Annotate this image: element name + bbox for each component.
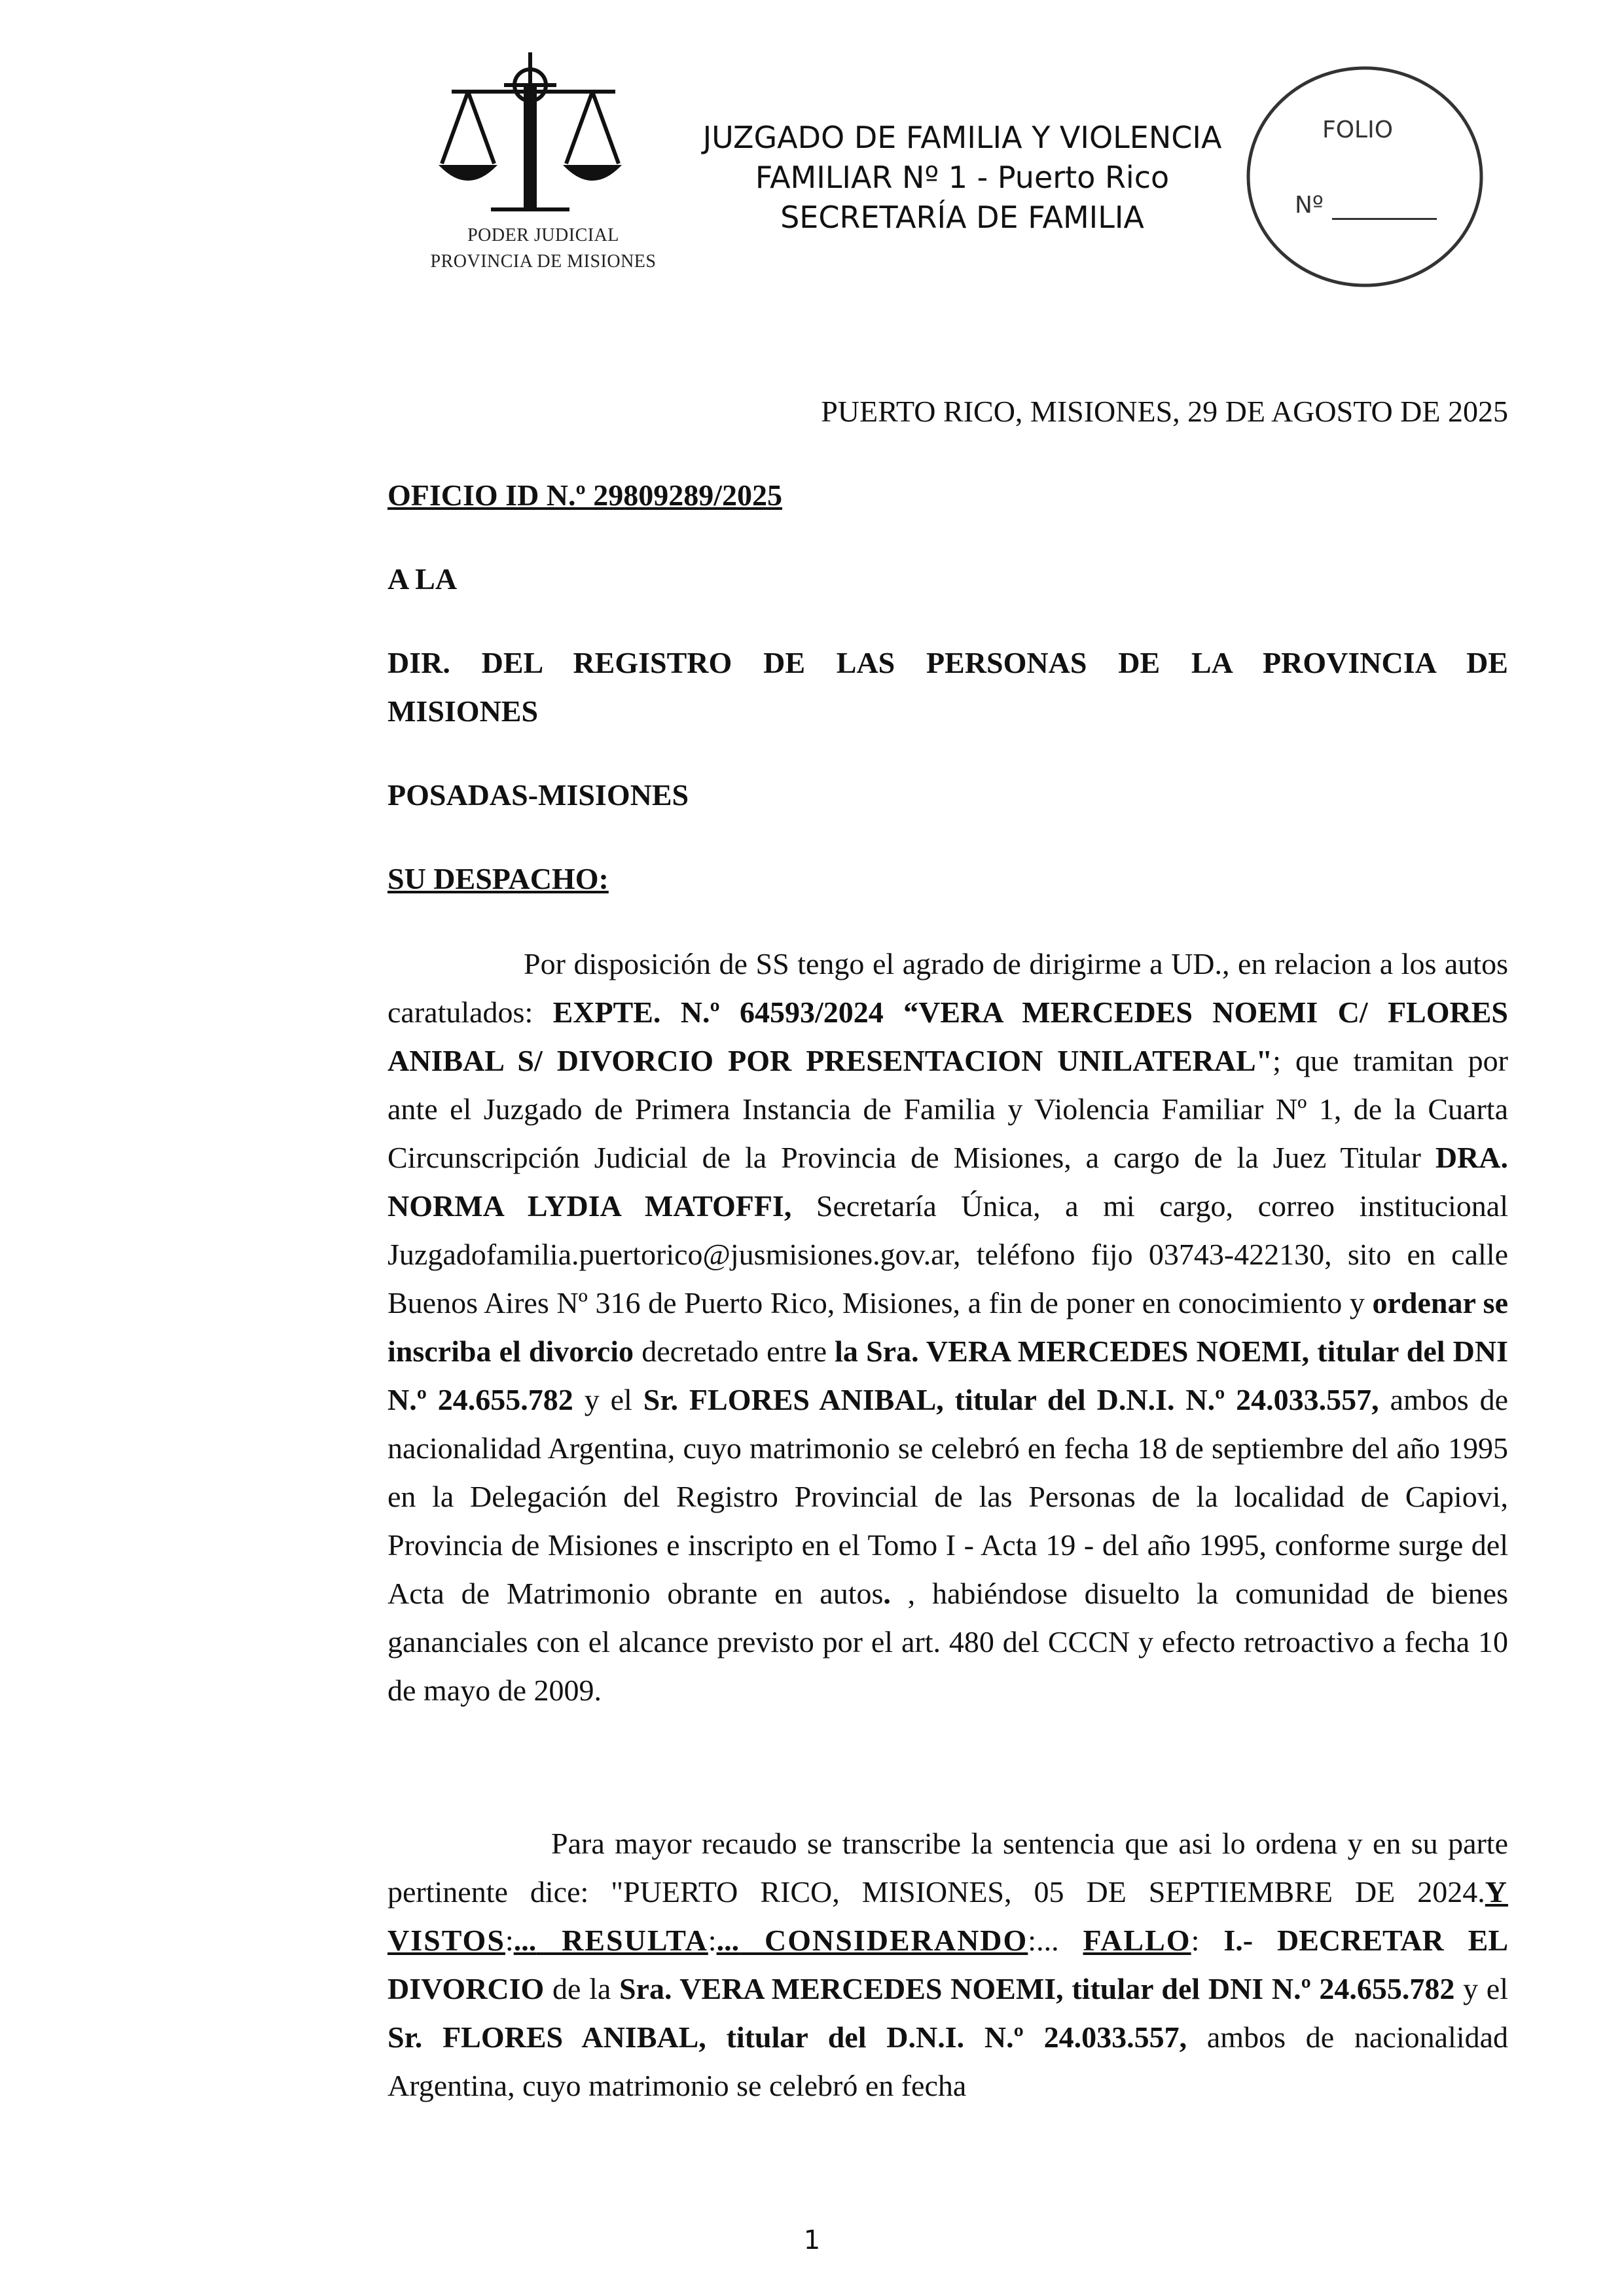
p1-text: Secretaría Única, a mi cargo, correo institucional Juzgadofamilia.puertorico@jusmisiones.gov.ar, teléfono fijo 03743-422130, sito en calle Buenos Aires Nº 316 de Puerto Rico, Misiones, a fin de poner en conocimiento y <box>388 1189 1508 1319</box>
p2-colon: : <box>1191 1924 1224 1957</box>
addressee-prefix: A LA <box>388 562 458 596</box>
p2-party-2: Sr. FLORES ANIBAL, titular del D.N.I. N.º 24.033.557, <box>388 2020 1187 2054</box>
recipient-line-1: DIR. DEL REGISTRO DE LAS PERSONAS DE LA PROVINCIA DE <box>388 646 1508 679</box>
p2-colon: : <box>708 1924 717 1957</box>
p2-colon: : <box>505 1924 514 1957</box>
folio-label: FOLIO <box>1322 117 1394 143</box>
p1-order: ordenar se inscriba el divorcio <box>388 1286 1508 1368</box>
folio-number-line <box>1332 218 1437 220</box>
p2-dots: ... <box>513 1924 537 1957</box>
logo-line-2: PROVINCIA DE MISIONES <box>430 251 657 272</box>
court-line-3: SECRETARÍA DE FAMILIA <box>780 200 1144 235</box>
folio-stamp <box>1240 62 1489 291</box>
p2-colon: :... <box>1028 1924 1083 1957</box>
p1-text: ambos de nacionalidad Argentina, cuyo matrimonio se celebró en fecha 18 de septiembre del año 1995 en la Delegación del Registro Provincial de las Personas de la localidad de Capiovi, Provincia de Misiones e inscripto en el Tomo I - Acta 19 - del año 1995, conforme surge del Acta de Matrimonio obrante en autos <box>388 1383 1508 1610</box>
page-number: 1 <box>803 2225 821 2255</box>
p2-text: Para mayor recaudo se transcribe la sentencia que asi lo ordena y en su parte pertinente dice: "PUERTO RICO, MISIONES, 05 DE SEPTIEMBRE DE 2024. <box>388 1827 1508 1909</box>
p1-text: ; que tramitan por ante el Juzgado de Primera Instancia de Familia y Violencia Familiar Nº 1, de la Cuarta Circunscripción Judicial de la Provincia de Misiones, a cargo de la Juez Titular <box>388 1044 1508 1174</box>
p2-decree: I.- DECRETAR EL DIVORCIO <box>388 1924 1509 2005</box>
p2-text: ambos de nacionalidad Argentina, cuyo matrimonio se celebró en fecha <box>388 2020 1508 2102</box>
poder-judicial-logo <box>432 46 681 249</box>
document-date: PUERTO RICO, MISIONES, 29 DE AGOSTO DE 2025 <box>821 395 1508 428</box>
p2-resulta: RESULTA <box>536 1924 708 1957</box>
p1-party-1: la Sra. VERA MERCEDES NOEMI, titular del DNI N.º 24.655.782 <box>388 1335 1508 1416</box>
p1-party-2: Sr. FLORES ANIBAL, titular del D.N.I. N.º 24.033.557, <box>643 1383 1379 1416</box>
p2-fallo: FALLO <box>1083 1924 1191 1957</box>
p1-judge: DRA. NORMA LYDIA MATOFFI, <box>388 1141 1508 1223</box>
p1-text: Por disposición de SS tengo el agrado de dirigirme a UD., en relacion a los autos caratulados: <box>388 947 1508 1029</box>
recipient-city: POSADAS-MISIONES <box>388 778 689 812</box>
p1-text: y el <box>573 1383 643 1416</box>
court-header <box>655 118 1270 238</box>
p1-period: . <box>883 1577 891 1610</box>
p1-expediente: EXPTE. N.º 64593/2024 “VERA MERCEDES NOEMI C/ FLORES ANIBAL S/ DIVORCIO POR PRESENTACION UNILATERAL" <box>388 996 1508 1077</box>
p2-text: y el <box>1454 1972 1508 2005</box>
su-despacho-heading: SU DESPACHO: <box>388 862 609 895</box>
court-line-1: JUZGADO DE FAMILIA Y VIOLENCIA <box>702 120 1222 155</box>
p2-considerando: CONSIDERANDO <box>739 1924 1028 1957</box>
p2-text: de la <box>544 1972 619 2005</box>
recipient-line-2: MISIONES <box>388 694 539 728</box>
p2-party-1: Sra. VERA MERCEDES NOEMI, titular del DNI N.º 24.655.782 <box>619 1972 1455 2005</box>
p2-vistos: Y VISTOS <box>388 1875 1508 1957</box>
logo-line-1: PODER JUDICIAL <box>467 225 619 245</box>
paragraph-1 <box>388 940 1508 1715</box>
p2-dots: ... <box>716 1924 740 1957</box>
logo-caption <box>403 223 684 275</box>
paragraph-2 <box>388 1820 1508 2110</box>
folio-number-label: Nº <box>1295 192 1324 219</box>
p1-text: , habiéndose disuelto la comunidad de bienes gananciales con el alcance previsto por el art. 480 del CCCN y efecto retroactivo a fecha 10 de mayo de 2009. <box>388 1577 1508 1707</box>
oficio-id: OFICIO ID N.º 29809289/2025 <box>388 478 782 512</box>
p1-text: decretado entre <box>634 1335 835 1368</box>
court-line-2: FAMILIAR Nº 1 - Puerto Rico <box>755 160 1170 195</box>
